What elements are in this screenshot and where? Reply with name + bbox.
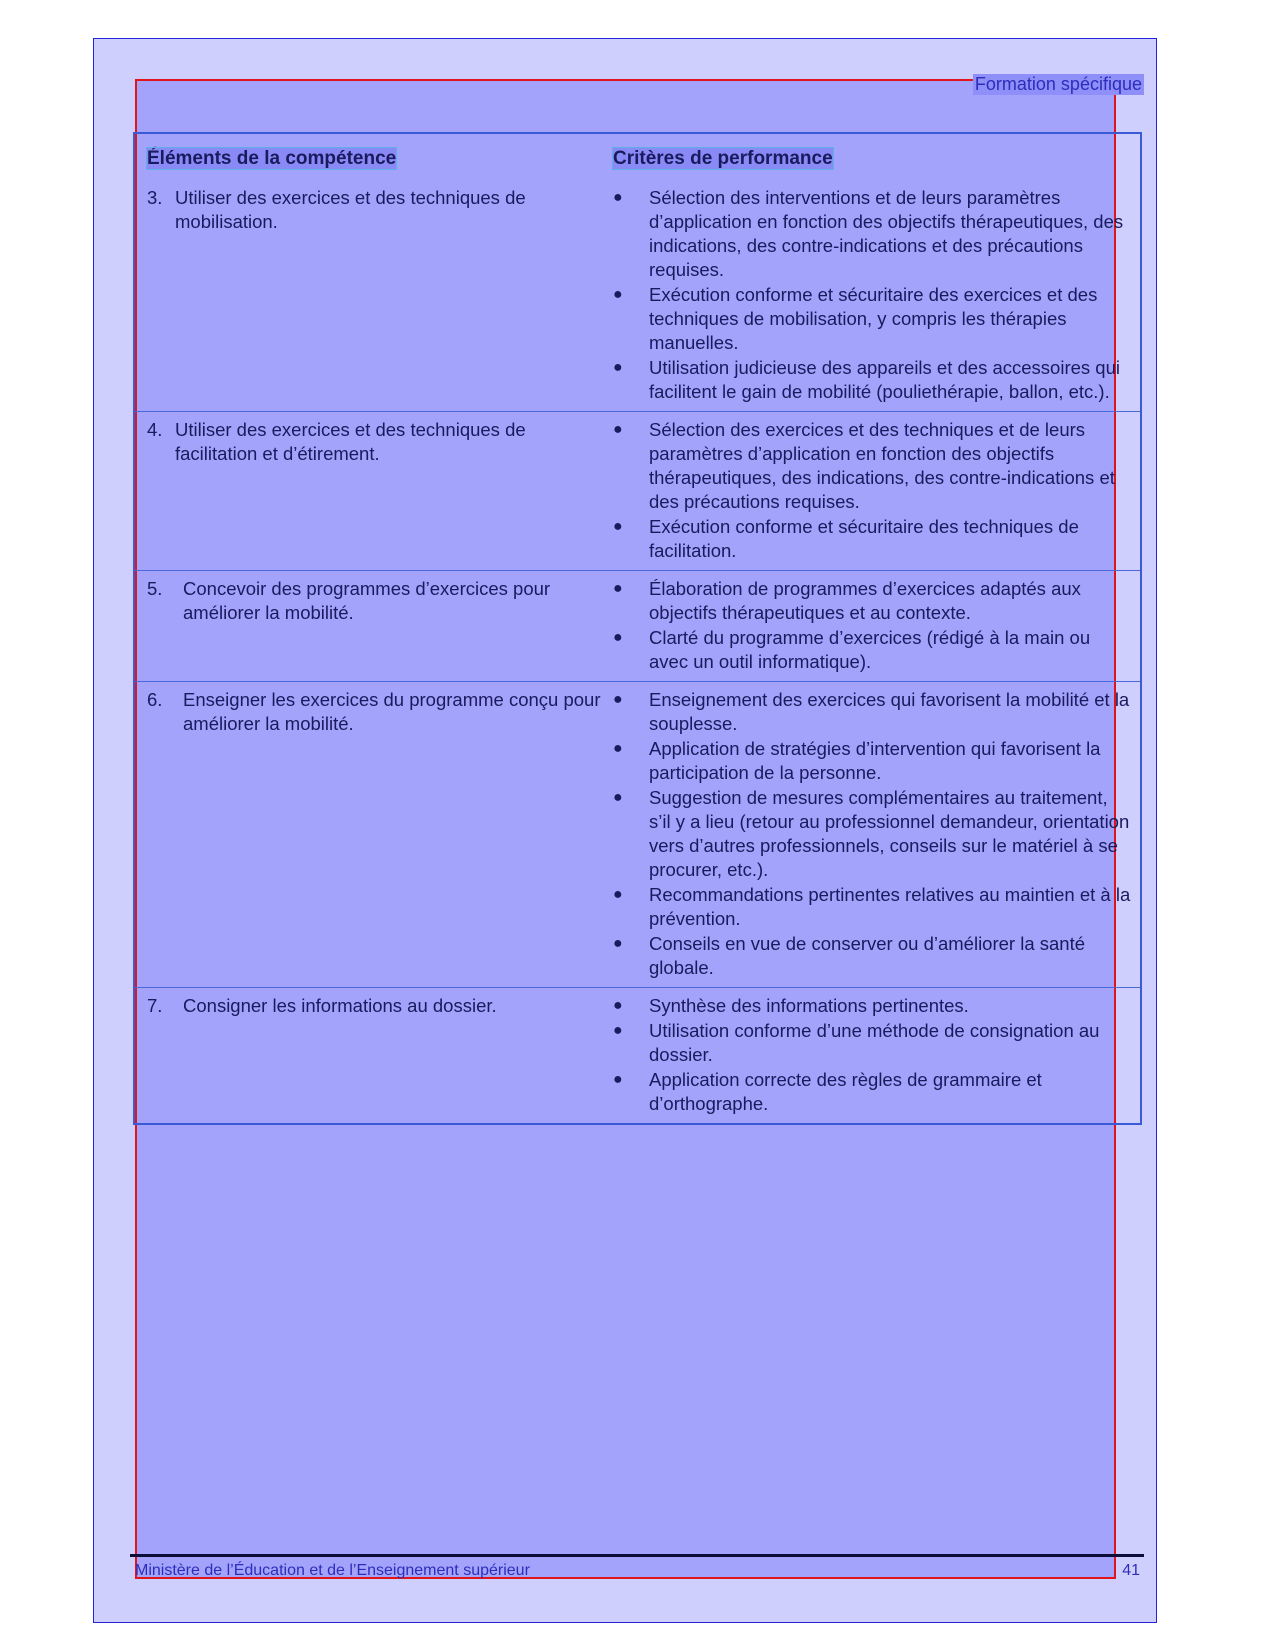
- table-row: [135, 681, 1140, 987]
- table-row: [135, 411, 1140, 570]
- bullet-icon: ●: [613, 1071, 623, 1088]
- criterion-item: [613, 515, 1134, 563]
- bullet-icon: ●: [613, 629, 623, 646]
- bullet-icon: ●: [613, 518, 623, 535]
- bullet-icon: ●: [613, 691, 623, 708]
- element-cell: [135, 988, 613, 1123]
- criterion-text: Élaboration de programmes d’exercices adaptés aux objectifs thérapeutiques et au contexte.: [649, 578, 1081, 623]
- criterion-item: [613, 186, 1134, 282]
- element-item: [147, 688, 607, 736]
- element-number: 3.: [147, 187, 163, 208]
- element-text: Consigner les informations au dossier.: [183, 995, 497, 1016]
- element-cell: [135, 571, 613, 681]
- bullet-icon: ●: [613, 286, 623, 303]
- bullet-icon: ●: [613, 935, 623, 952]
- element-item: [147, 577, 607, 625]
- element-cell: [135, 412, 613, 570]
- criterion-text: Synthèse des informations pertinentes.: [649, 995, 969, 1016]
- criterion-text: Application de stratégies d’intervention qui favorisent la participation de la personne.: [649, 738, 1101, 783]
- criterion-item: [613, 356, 1134, 404]
- element-cell: [135, 180, 613, 411]
- criterion-item: [613, 688, 1134, 736]
- bullet-icon: ●: [613, 997, 623, 1014]
- element-item: [147, 186, 607, 234]
- criterion-item: [613, 737, 1134, 785]
- bullet-icon: ●: [613, 1022, 623, 1039]
- criteria-cell: [613, 988, 1140, 1123]
- criteria-cell: [613, 180, 1140, 411]
- criterion-text: Suggestion de mesures complémentaires au traitement, s’il y a lieu (retour au professionnel demandeur, orientation vers d’autres professionnels, conseils sur le matériel à se procurer, etc.).: [649, 787, 1130, 880]
- page-number: 41: [1122, 1562, 1140, 1579]
- footer-ministry: Ministère de l’Éducation et de l’Enseignement supérieur: [135, 1562, 530, 1579]
- bullet-icon: ●: [613, 886, 623, 903]
- criterion-item: [613, 1019, 1134, 1067]
- bullet-icon: ●: [613, 580, 623, 597]
- competency-table: [133, 132, 1142, 1125]
- element-cell: [135, 682, 613, 987]
- criterion-item: [613, 786, 1134, 882]
- table-row: [135, 570, 1140, 681]
- criterion-item: [613, 883, 1134, 931]
- criterion-item: [613, 577, 1134, 625]
- col1-header: [135, 137, 613, 177]
- criterion-text: Utilisation conforme d’une méthode de consignation au dossier.: [649, 1020, 1100, 1065]
- element-number: 4.: [147, 419, 163, 440]
- criterion-item: [613, 418, 1134, 514]
- table-header-row: [135, 134, 1140, 180]
- element-number: 7.: [147, 995, 163, 1016]
- criterion-text: Utilisation judicieuse des appareils et des accessoires qui facilitent le gain de mobilité (pouliethérapie, ballon, etc.).: [649, 357, 1120, 402]
- criterion-item: [613, 1068, 1134, 1116]
- element-number: 5.: [147, 578, 163, 599]
- element-item: [147, 994, 607, 1018]
- criterion-text: Recommandations pertinentes relatives au maintien et à la prévention.: [649, 884, 1131, 929]
- bullet-icon: ●: [613, 421, 623, 438]
- criterion-text: Sélection des exercices et des techniques et de leurs paramètres d’application en fonction des objectifs thérapeutiques, des indications, des contre-indications et des précautions requises.: [649, 419, 1115, 512]
- element-text: Enseigner les exercices du programme conçu pour améliorer la mobilité.: [183, 689, 601, 734]
- criteria-cell: [613, 412, 1140, 570]
- criterion-text: Application correcte des règles de grammaire et d’orthographe.: [649, 1069, 1042, 1114]
- section-header: Formation spécifique: [974, 74, 1142, 94]
- criterion-item: [613, 994, 1134, 1018]
- footer-rule: [130, 1554, 1144, 1557]
- col2-header: [613, 137, 1140, 177]
- criterion-item: [613, 283, 1134, 355]
- element-item: [147, 418, 607, 466]
- table-row: [135, 180, 1140, 411]
- criterion-text: Conseils en vue de conserver ou d’améliorer la santé globale.: [649, 933, 1086, 978]
- criteria-cell: [613, 682, 1140, 987]
- col1-header-text: Éléments de la compétence: [147, 148, 397, 169]
- col2-header-text: Critères de performance: [613, 148, 833, 169]
- criterion-item: [613, 932, 1134, 980]
- bullet-icon: ●: [613, 189, 623, 206]
- element-text: Concevoir des programmes d’exercices pour améliorer la mobilité.: [183, 578, 551, 623]
- bullet-icon: ●: [613, 789, 623, 806]
- element-number: 6.: [147, 689, 163, 710]
- criterion-text: Exécution conforme et sécuritaire des techniques de facilitation.: [649, 516, 1079, 561]
- element-text: Utiliser des exercices et des techniques de facilitation et d’étirement.: [175, 419, 526, 464]
- bullet-icon: ●: [613, 740, 623, 757]
- criterion-item: [613, 626, 1134, 674]
- criterion-text: Exécution conforme et sécuritaire des exercices et des techniques de mobilisation, y compris les thérapies manuelles.: [649, 284, 1098, 353]
- criterion-text: Sélection des interventions et de leurs paramètres d’application en fonction des objectifs thérapeutiques, des indications, des contre-indications et des précautions requises.: [649, 187, 1124, 280]
- criterion-text: Clarté du programme d’exercices (rédigé à la main ou avec un outil informatique).: [649, 627, 1091, 672]
- criteria-cell: [613, 571, 1140, 681]
- bullet-icon: ●: [613, 359, 623, 376]
- element-text: Utiliser des exercices et des techniques de mobilisation.: [175, 187, 526, 232]
- table-row: [135, 987, 1140, 1123]
- criterion-text: Enseignement des exercices qui favorisent la mobilité et la souplesse.: [649, 689, 1130, 734]
